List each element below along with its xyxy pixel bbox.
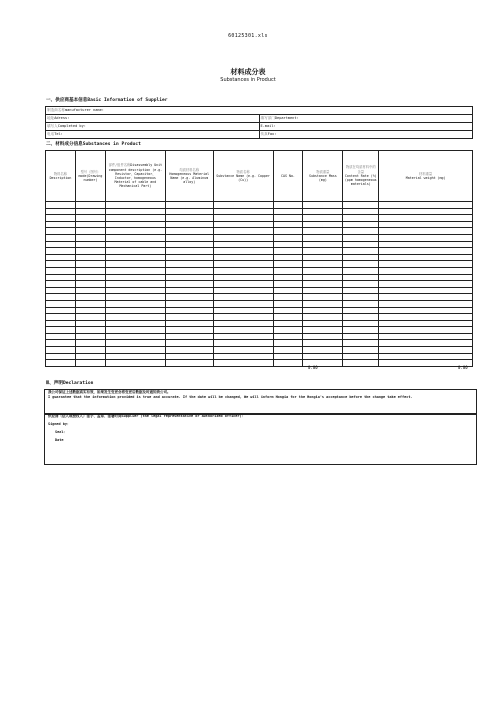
table-cell[interactable] [46, 314, 76, 321]
table-cell[interactable] [379, 215, 473, 222]
table-cell[interactable] [165, 307, 213, 314]
table-cell[interactable] [303, 208, 343, 215]
table-cell[interactable] [165, 248, 213, 255]
table-cell[interactable] [105, 241, 165, 248]
table-cell[interactable] [165, 202, 213, 209]
table-cell[interactable] [105, 208, 165, 215]
fax-cell[interactable]: 传真Fax: [259, 131, 473, 139]
table-cell[interactable] [105, 314, 165, 321]
table-cell[interactable] [379, 281, 473, 288]
table-cell[interactable] [379, 254, 473, 261]
total-substance-mass: 0.00 [308, 365, 318, 370]
table-cell[interactable] [46, 202, 76, 209]
table-cell[interactable] [105, 287, 165, 294]
table-cell[interactable] [75, 215, 105, 222]
table-cell[interactable] [379, 333, 473, 340]
table-cell[interactable] [379, 274, 473, 281]
table-cell[interactable] [343, 202, 379, 209]
table-cell[interactable] [303, 300, 343, 307]
table-cell[interactable] [46, 221, 76, 228]
table-cell[interactable] [75, 208, 105, 215]
table-cell[interactable] [75, 281, 105, 288]
table-cell[interactable] [273, 287, 303, 294]
table-cell[interactable] [75, 307, 105, 314]
table-cell[interactable] [379, 294, 473, 301]
table-cell[interactable] [379, 340, 473, 347]
table-cell[interactable] [213, 267, 273, 274]
table-cell[interactable] [273, 300, 303, 307]
table-cell[interactable] [165, 333, 213, 340]
table-cell[interactable] [303, 261, 343, 268]
table-cell[interactable] [379, 267, 473, 274]
table-cell[interactable] [46, 360, 76, 367]
page-subtitle: Substances in Product [220, 77, 276, 83]
table-cell[interactable] [303, 340, 343, 347]
table-cell[interactable] [343, 248, 379, 255]
table-cell[interactable] [273, 320, 303, 327]
signed-by-label[interactable]: Signed by： [48, 422, 71, 426]
col-substance-mass: 物质重量 Substance Mass (mg) [303, 151, 343, 202]
manufacturer-row[interactable]: 制造商名称manufacturer name: [46, 107, 473, 115]
table-cell[interactable] [343, 274, 379, 281]
table-cell[interactable] [165, 241, 213, 248]
table-cell[interactable] [75, 340, 105, 347]
col-component: 部件/组件名称Disassembly Unit component description (e.g. Resistor、Capacitor、Inductor、homogeneous Material of cable and Mechanical Part) [105, 151, 165, 202]
table-cell[interactable] [213, 254, 273, 261]
table-row [46, 333, 473, 340]
completed-by-cell[interactable]: 填写人Completed by: [46, 123, 260, 131]
table-cell[interactable] [303, 234, 343, 241]
table-cell[interactable] [273, 360, 303, 367]
table-cell[interactable] [303, 347, 343, 354]
table-row [46, 261, 473, 268]
table-cell[interactable] [343, 254, 379, 261]
table-cell[interactable] [303, 294, 343, 301]
table-cell[interactable] [343, 208, 379, 215]
table-cell[interactable] [105, 267, 165, 274]
table-cell[interactable] [303, 221, 343, 228]
table-cell[interactable] [303, 281, 343, 288]
table-cell[interactable] [75, 294, 105, 301]
table-cell[interactable] [46, 287, 76, 294]
table-row [46, 234, 473, 241]
table-cell[interactable] [273, 254, 303, 261]
table-cell[interactable] [165, 234, 213, 241]
table-row [46, 274, 473, 281]
table-cell[interactable] [343, 320, 379, 327]
table-cell[interactable] [46, 294, 76, 301]
table-cell[interactable] [343, 221, 379, 228]
table-cell[interactable] [303, 333, 343, 340]
table-cell[interactable] [213, 294, 273, 301]
table-cell[interactable] [343, 314, 379, 321]
table-cell[interactable] [105, 274, 165, 281]
table-cell[interactable] [75, 327, 105, 334]
table-cell[interactable] [379, 287, 473, 294]
table-cell[interactable] [273, 347, 303, 354]
table-cell[interactable] [213, 241, 273, 248]
table-cell[interactable] [343, 267, 379, 274]
table-cell[interactable] [303, 228, 343, 235]
table-cell[interactable] [105, 340, 165, 347]
table-row [46, 254, 473, 261]
col-content-rate: 物质在均质材料中的含量 Content Rate (%) (ppm homogeneous materials) [343, 151, 379, 202]
table-cell[interactable] [273, 228, 303, 235]
table-row [46, 314, 473, 321]
table-cell[interactable] [105, 353, 165, 360]
table-cell[interactable] [46, 267, 76, 274]
page-title: 材料成分表 [230, 68, 266, 76]
table-cell[interactable] [273, 281, 303, 288]
table-cell[interactable] [273, 241, 303, 248]
table-cell[interactable] [165, 287, 213, 294]
substances-table [45, 150, 473, 367]
table-cell[interactable] [213, 208, 273, 215]
table-row [46, 248, 473, 255]
table-cell[interactable] [213, 314, 273, 321]
table-cell[interactable] [46, 281, 76, 288]
email-cell[interactable]: E-mail: [259, 123, 473, 131]
table-cell[interactable] [213, 287, 273, 294]
table-row [46, 281, 473, 288]
table-cell[interactable] [165, 340, 213, 347]
table-cell[interactable] [379, 327, 473, 334]
table-cell[interactable] [165, 347, 213, 354]
table-cell[interactable] [165, 281, 213, 288]
col-cas-no: CAS No. [273, 151, 303, 202]
table-row [46, 307, 473, 314]
table-cell[interactable] [343, 294, 379, 301]
table-cell[interactable] [165, 261, 213, 268]
table-cell[interactable] [213, 221, 273, 228]
table-cell[interactable] [75, 228, 105, 235]
tel-cell[interactable]: 电话Tel: [46, 131, 260, 139]
table-cell[interactable] [273, 208, 303, 215]
table-cell[interactable] [75, 360, 105, 367]
table-cell[interactable] [75, 254, 105, 261]
table-cell[interactable] [273, 353, 303, 360]
table-cell[interactable] [105, 327, 165, 334]
table-cell[interactable] [165, 208, 213, 215]
table-cell[interactable] [343, 360, 379, 367]
table-cell[interactable] [379, 300, 473, 307]
table-cell[interactable] [213, 215, 273, 222]
table-cell[interactable] [46, 228, 76, 235]
table-cell[interactable] [273, 248, 303, 255]
table-row [46, 353, 473, 360]
table-cell[interactable] [165, 274, 213, 281]
table-cell[interactable] [343, 353, 379, 360]
table-cell[interactable] [343, 234, 379, 241]
table-cell[interactable] [46, 234, 76, 241]
table-cell[interactable] [379, 221, 473, 228]
section1-heading: 一、供应商基本信息Basic Information of Supplier [46, 98, 168, 103]
table-cell[interactable] [46, 261, 76, 268]
table-row [46, 221, 473, 228]
table-cell[interactable] [46, 248, 76, 255]
total-material-weight: 0.00 [458, 365, 468, 370]
table-cell[interactable] [213, 347, 273, 354]
table-cell[interactable] [343, 241, 379, 248]
table-row [46, 320, 473, 327]
col-homogeneous-material: 均质材料名称 Homogeneous Material Name (e.g. Aluminum alloy) [165, 151, 213, 202]
date-label[interactable]: Date [55, 438, 64, 442]
table-cell[interactable] [379, 202, 473, 209]
table-cell[interactable] [303, 215, 343, 222]
table-cell[interactable] [46, 353, 76, 360]
table-cell[interactable] [105, 254, 165, 261]
table-cell[interactable] [46, 340, 76, 347]
table-cell[interactable] [105, 261, 165, 268]
table-cell[interactable] [343, 287, 379, 294]
seal-label[interactable]: Seal： [55, 430, 67, 434]
file-name: 60125301.xls [228, 33, 268, 39]
table-cell[interactable] [75, 221, 105, 228]
table-cell[interactable] [46, 215, 76, 222]
table-cell[interactable] [303, 241, 343, 248]
table-cell[interactable] [343, 228, 379, 235]
table-row [46, 327, 473, 334]
table-cell[interactable] [379, 347, 473, 354]
table-cell[interactable] [273, 314, 303, 321]
table-cell[interactable] [303, 248, 343, 255]
statement-zh: 我公司保证上述数据真实有效，如果发生变更会将变更后数据及时通知贵公司。 [48, 390, 171, 394]
declaration-box [44, 389, 477, 415]
supplier-line: 供应商（法人或授权人）签字、盖章、签署时间Supplier (the legal representative or authorized officer)： [48, 414, 246, 418]
col-substance-name: 物质名称 Substance Name (e.g. Copper (Cu)) [213, 151, 273, 202]
table-cell[interactable] [105, 215, 165, 222]
table-cell[interactable] [165, 327, 213, 334]
table-cell[interactable] [165, 254, 213, 261]
table-cell[interactable] [379, 320, 473, 327]
table-cell[interactable] [75, 347, 105, 354]
table-header-row [46, 151, 473, 202]
col-material-weight: 材料重量 Material weight (mg) [379, 151, 473, 202]
table-cell[interactable] [165, 360, 213, 367]
table-cell[interactable] [213, 327, 273, 334]
table-cell[interactable] [75, 274, 105, 281]
table-cell[interactable] [75, 300, 105, 307]
table-cell[interactable] [303, 254, 343, 261]
table-cell[interactable] [303, 287, 343, 294]
table-cell[interactable] [46, 327, 76, 334]
table-row [46, 241, 473, 248]
table-row [46, 202, 473, 209]
table-cell[interactable] [213, 261, 273, 268]
table-cell[interactable] [213, 228, 273, 235]
table-cell[interactable] [213, 248, 273, 255]
table-row [46, 208, 473, 215]
table-cell[interactable] [75, 267, 105, 274]
table-cell[interactable] [46, 333, 76, 340]
table-cell[interactable] [213, 307, 273, 314]
table-cell[interactable] [105, 248, 165, 255]
section2-heading: 二、材料成分信息Substances in Product [46, 142, 141, 147]
table-cell[interactable] [75, 261, 105, 268]
table-cell[interactable] [379, 241, 473, 248]
table-cell[interactable] [213, 300, 273, 307]
table-cell[interactable] [105, 300, 165, 307]
table-row [46, 228, 473, 235]
table-cell[interactable] [165, 320, 213, 327]
table-cell[interactable] [273, 307, 303, 314]
table-cell[interactable] [343, 215, 379, 222]
table-cell[interactable] [105, 228, 165, 235]
table-cell[interactable] [213, 202, 273, 209]
table-cell[interactable] [75, 353, 105, 360]
table-row [46, 294, 473, 301]
table-cell[interactable] [379, 234, 473, 241]
table-cell[interactable] [46, 241, 76, 248]
table-cell[interactable] [105, 221, 165, 228]
table-cell[interactable] [213, 360, 273, 367]
table-cell[interactable] [379, 248, 473, 255]
table-cell[interactable] [303, 314, 343, 321]
table-cell[interactable] [273, 274, 303, 281]
supplier-info-table [45, 106, 473, 139]
table-cell[interactable] [75, 248, 105, 255]
statement-en: I guarantee that the information provided is true and accurate. If the date will be changed, We will inform Hongia for the Hongia's acceptance before the change take effect. [48, 395, 413, 399]
table-cell[interactable] [75, 320, 105, 327]
table-cell[interactable] [165, 300, 213, 307]
table-cell[interactable] [165, 221, 213, 228]
table-cell[interactable] [75, 241, 105, 248]
table-cell[interactable] [303, 327, 343, 334]
address-cell[interactable]: 地址Adress: [46, 115, 260, 123]
table-cell[interactable] [379, 208, 473, 215]
table-cell[interactable] [303, 353, 343, 360]
table-row [46, 300, 473, 307]
table-cell[interactable] [213, 340, 273, 347]
table-cell[interactable] [75, 314, 105, 321]
table-cell[interactable] [75, 333, 105, 340]
table-cell[interactable] [165, 314, 213, 321]
table-cell[interactable] [303, 202, 343, 209]
table-cell[interactable] [379, 314, 473, 321]
table-cell[interactable] [343, 307, 379, 314]
table-cell[interactable] [105, 320, 165, 327]
table-cell[interactable] [303, 307, 343, 314]
table-cell[interactable] [343, 300, 379, 307]
table-cell[interactable] [273, 327, 303, 334]
table-cell[interactable] [379, 353, 473, 360]
table-cell[interactable] [46, 347, 76, 354]
table-cell[interactable] [165, 294, 213, 301]
table-cell[interactable] [303, 274, 343, 281]
table-cell[interactable] [379, 307, 473, 314]
table-cell[interactable] [46, 254, 76, 261]
table-cell[interactable] [213, 333, 273, 340]
col-model: 型号（图号） mode(Drawing number) [75, 151, 105, 202]
table-row [46, 267, 473, 274]
table-cell[interactable] [273, 215, 303, 222]
table-cell[interactable] [273, 294, 303, 301]
table-cell[interactable] [213, 353, 273, 360]
table-cell[interactable] [379, 261, 473, 268]
table-cell[interactable] [165, 353, 213, 360]
table-cell[interactable] [379, 228, 473, 235]
table-cell[interactable] [105, 333, 165, 340]
table-cell[interactable] [46, 208, 76, 215]
table-cell[interactable] [343, 340, 379, 347]
table-cell[interactable] [213, 320, 273, 327]
table-cell[interactable] [46, 274, 76, 281]
table-cell[interactable] [105, 281, 165, 288]
table-cell[interactable] [273, 340, 303, 347]
table-cell[interactable] [343, 261, 379, 268]
table-cell[interactable] [213, 274, 273, 281]
table-cell[interactable] [105, 202, 165, 209]
table-cell[interactable] [343, 281, 379, 288]
table-cell[interactable] [303, 267, 343, 274]
section3-heading: Ⅲ、声明Declaration [46, 381, 94, 386]
table-row [46, 340, 473, 347]
col-description: 物料名称 Description [46, 151, 76, 202]
table-cell[interactable] [273, 202, 303, 209]
table-cell[interactable] [303, 320, 343, 327]
table-cell[interactable] [273, 333, 303, 340]
table-cell[interactable] [105, 360, 165, 367]
table-cell[interactable] [105, 307, 165, 314]
table-row [46, 360, 473, 367]
table-cell[interactable] [105, 294, 165, 301]
table-row [46, 347, 473, 354]
table-cell[interactable] [273, 267, 303, 274]
table-cell[interactable] [75, 202, 105, 209]
table-cell[interactable] [46, 307, 76, 314]
signature-box [44, 413, 477, 465]
table-cell[interactable] [343, 347, 379, 354]
table-cell[interactable] [105, 234, 165, 241]
table-cell[interactable] [75, 287, 105, 294]
department-cell[interactable]: 填写部门Department: [259, 115, 473, 123]
table-row [46, 215, 473, 222]
table-cell[interactable] [273, 261, 303, 268]
table-cell[interactable] [165, 215, 213, 222]
table-cell[interactable] [273, 221, 303, 228]
table-cell[interactable] [343, 327, 379, 334]
table-cell[interactable] [213, 281, 273, 288]
table-cell[interactable] [165, 267, 213, 274]
table-cell[interactable] [46, 300, 76, 307]
table-cell[interactable] [105, 347, 165, 354]
table-cell[interactable] [213, 234, 273, 241]
table-cell[interactable] [273, 234, 303, 241]
table-cell[interactable] [46, 320, 76, 327]
table-cell[interactable] [165, 228, 213, 235]
table-row [46, 287, 473, 294]
table-cell[interactable] [343, 333, 379, 340]
table-cell[interactable] [75, 234, 105, 241]
